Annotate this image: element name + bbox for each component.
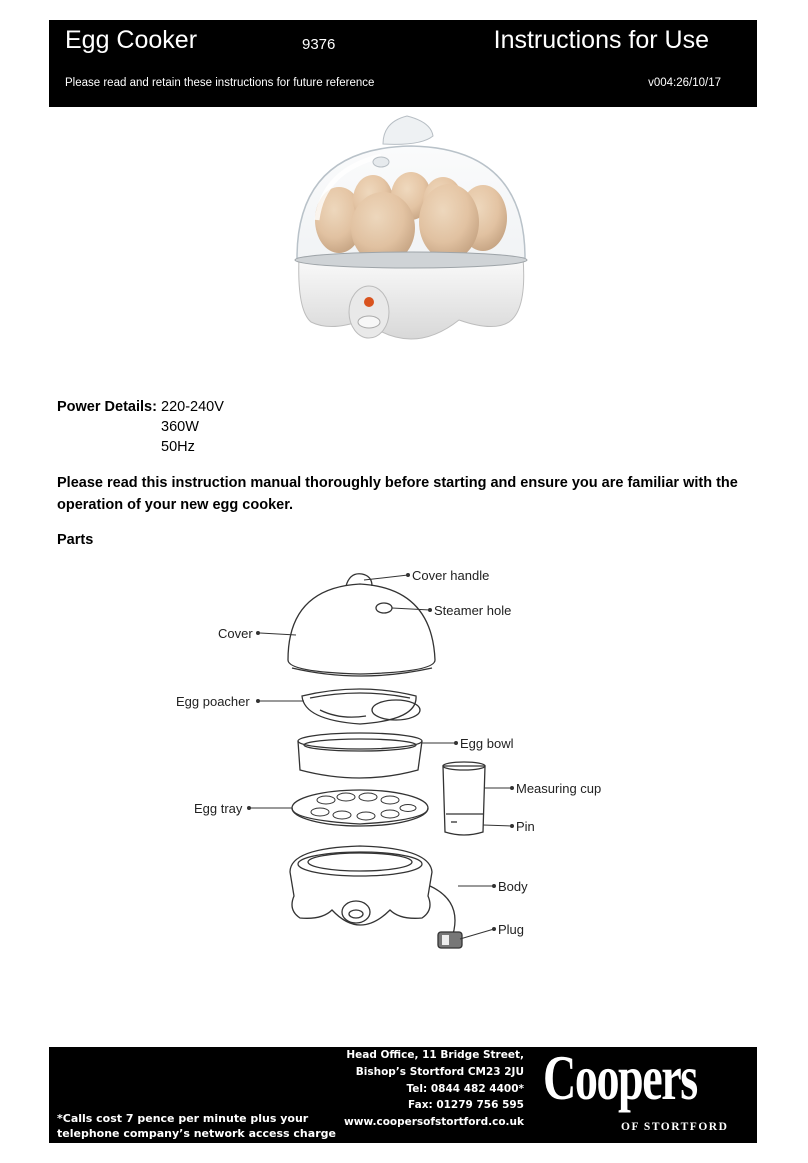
- address-line: Head Office, 11 Bridge Street,: [346, 1049, 524, 1061]
- label-steamer-hole: Steamer hole: [434, 603, 512, 618]
- label-body: Body: [498, 879, 528, 894]
- header-bar: [49, 20, 757, 107]
- power-wattage: 360W: [161, 419, 199, 435]
- label-egg-bowl: Egg bowl: [460, 736, 514, 751]
- parts-heading: Parts: [57, 532, 94, 548]
- header-subtitle: Please read and retain these instructions for future reference: [65, 77, 375, 89]
- version-code: v004:26/10/17: [648, 77, 721, 89]
- egg-cooker-photo: [271, 110, 551, 358]
- egg-poacher-shape: [302, 689, 416, 724]
- website-link[interactable]: www.coopersofstortford.co.uk: [344, 1116, 524, 1129]
- document-title: Egg Cooker: [65, 26, 198, 54]
- coopers-logo: [539, 1042, 749, 1137]
- phone-number: Tel: 0844 482 4400*: [406, 1082, 524, 1095]
- call-cost-line: *Calls cost 7 pence per minute plus your: [57, 1112, 309, 1125]
- power-frequency: 50Hz: [161, 439, 195, 455]
- brand-name: Coopers: [543, 1042, 697, 1113]
- label-egg-poacher: Egg poacher: [176, 694, 250, 709]
- plug-shape: [438, 932, 462, 948]
- label-measuring-cup: Measuring cup: [516, 781, 602, 796]
- measuring-cup-shape: [443, 766, 485, 835]
- footer-bar: [49, 1042, 757, 1143]
- model-number: 9376: [302, 36, 336, 53]
- address-line: Bishop’s Stortford CM23 2JU: [355, 1065, 524, 1078]
- label-egg-tray: Egg tray: [194, 801, 243, 816]
- label-cover: Cover: [218, 626, 253, 641]
- instructions-title: Instructions for Use: [493, 26, 709, 54]
- intro-paragraph: Please read this instruction manual thoroughly before starting and ensure you are familiar with the operation of your new egg cooker.: [57, 475, 738, 513]
- brand-subtitle: OF STORTFORD: [621, 1121, 729, 1133]
- power-details-label: Power Details:: [57, 399, 157, 415]
- label-plug: Plug: [498, 922, 525, 937]
- label-pin: Pin: [516, 819, 535, 834]
- cord-shape: [430, 886, 455, 938]
- label-cover-handle: Cover handle: [412, 568, 490, 583]
- parts-diagram: [160, 560, 630, 960]
- call-cost-line: telephone company’s network access charge: [57, 1127, 336, 1140]
- steamer-hole-shape: [376, 603, 392, 613]
- cover-shape: [288, 584, 435, 660]
- power-voltage: 220-240V: [161, 399, 224, 415]
- call-cost-note: [57, 1111, 336, 1141]
- fax-number: Fax: 01279 756 595: [408, 1099, 524, 1112]
- body-shape: [290, 846, 432, 925]
